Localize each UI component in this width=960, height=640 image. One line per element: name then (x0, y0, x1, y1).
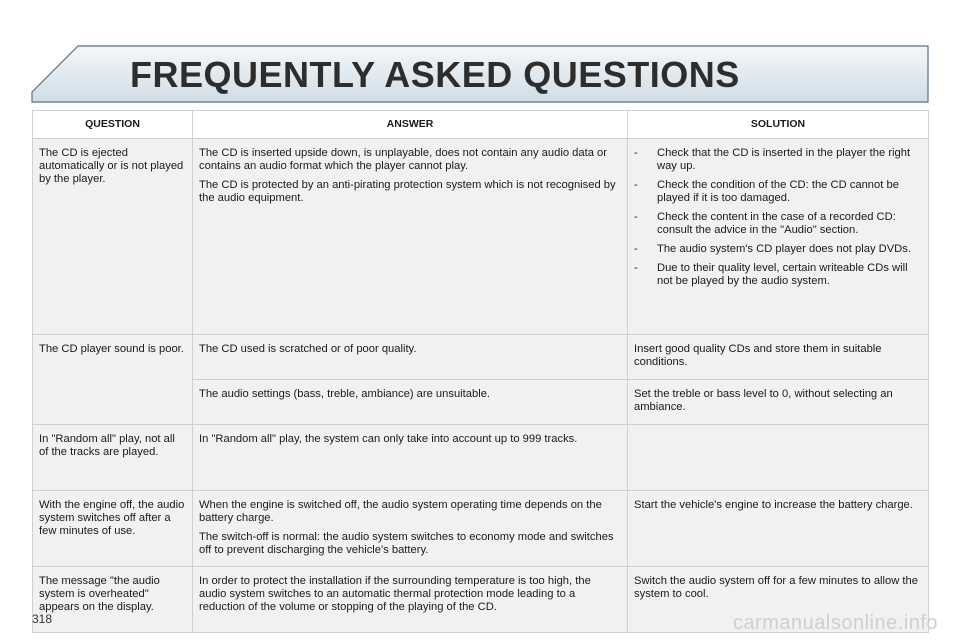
solution-item: - Check the condition of the CD: the CD cannot be played if it is too damaged. (634, 179, 899, 204)
question-cell: With the engine off, the audio system switches off after a few minutes of use. (33, 491, 193, 567)
table-header-row (33, 111, 929, 139)
solution-list (634, 147, 922, 288)
solution-text: Check the condition of the CD: the CD cannot be played if it is too damaged. (657, 179, 899, 204)
solution-cell: Start the vehicle's engine to increase the battery charge. (628, 491, 929, 567)
page-number: 318 (32, 612, 53, 626)
header-answer: ANSWER (193, 111, 628, 139)
solution-cell: Switch the audio system off for a few minutes to allow the system to cool. (628, 567, 929, 633)
answer-cell (193, 139, 628, 335)
faq-table (32, 110, 929, 633)
page-title: FREQUENTLY ASKED QUESTIONS (130, 54, 740, 95)
answer-cell: In order to protect the installation if the surrounding temperature is too high, the audio system switches to an automatic thermal protection mode leading to a reduction of the volume or stopping of the playing of the CD. (193, 567, 628, 633)
watermark: carmanualsonline.info (732, 612, 938, 634)
title-banner (0, 0, 960, 110)
question-cell: The CD player sound is poor. (33, 335, 193, 425)
answer-cell: The audio settings (bass, treble, ambiance) are unsuitable. (193, 380, 628, 425)
answer-paragraph: The CD is inserted upside down, is unplayable, does not contain any audio data or contains an audio format which the player cannot play. (199, 147, 607, 172)
table-row (33, 425, 929, 491)
solution-cell (628, 425, 929, 491)
solution-text: The audio system's CD player does not play DVDs. (657, 243, 911, 255)
solution-text: Due to their quality level, certain writeable CDs will not be played by the audio system. (657, 262, 908, 287)
answer-paragraph: The switch-off is normal: the audio system switches to economy mode and switches off to prevent discharging the vehicle's battery. (199, 531, 614, 556)
solution-item: - The audio system's CD player does not play DVDs. (634, 243, 911, 255)
answer-paragraph: When the engine is switched off, the audio system operating time depends on the battery charge. (199, 499, 602, 524)
question-cell: The message "the audio system is overheated" appears on the display. (33, 567, 193, 633)
answer-paragraph: The CD is protected by an anti-pirating protection system which is not recognised by the audio equipment. (199, 179, 616, 204)
solution-cell: Insert good quality CDs and store them in suitable conditions. (628, 335, 929, 380)
table-row (33, 491, 929, 567)
solution-item: - Check that the CD is inserted in the player the right way up. (634, 147, 911, 172)
question-cell: In "Random all" play, not all of the tracks are played. (33, 425, 193, 491)
solution-cell (628, 139, 929, 335)
header-question: QUESTION (33, 111, 193, 139)
table-row (33, 335, 929, 380)
solution-item: - Check the content in the case of a recorded CD: consult the advice in the "Audio" section. (634, 211, 896, 236)
solution-text: Check that the CD is inserted in the player the right way up. (657, 147, 911, 172)
question-cell: The CD is ejected automatically or is not played by the player. (33, 139, 193, 335)
answer-cell: In "Random all" play, the system can only take into account up to 999 tracks. (193, 425, 628, 491)
solution-cell: Set the treble or bass level to 0, without selecting an ambiance. (628, 380, 929, 425)
solution-item: - Due to their quality level, certain writeable CDs will not be played by the audio system. (634, 262, 908, 287)
solution-text: Check the content in the case of a recorded CD: consult the advice in the "Audio" section. (657, 211, 896, 236)
answer-cell: The CD used is scratched or of poor quality. (193, 335, 628, 380)
table-row (33, 139, 929, 335)
header-solution: SOLUTION (628, 111, 929, 139)
answer-cell (193, 491, 628, 567)
